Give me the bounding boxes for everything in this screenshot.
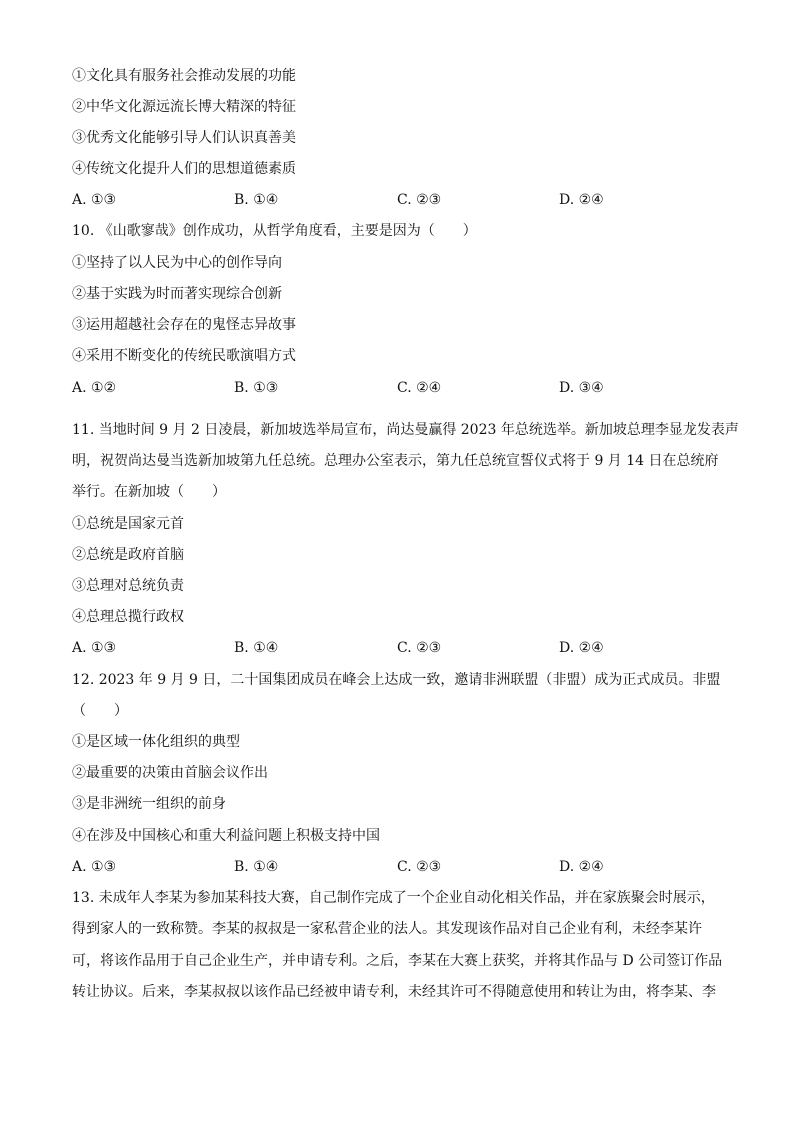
q9-item-2: ②中华文化源远流长博大精深的特征: [72, 99, 296, 115]
q9-option-b: B. ①④: [234, 192, 279, 208]
q10-item-3: ③运用超越社会存在的鬼怪志异故事: [72, 317, 296, 333]
q10-option-c: C. ②④: [397, 380, 442, 396]
q10-option-b: B. ①③: [234, 380, 279, 396]
q10-options: [72, 379, 722, 397]
q10-option-d: D. ③④: [559, 380, 604, 396]
q10-item-2: ②基于实践为时而著实现综合创新: [72, 286, 282, 302]
q9-option-a: A. ①③: [72, 192, 117, 208]
q9-options: [72, 191, 722, 209]
q12-option-d: D. ②④: [559, 859, 604, 875]
q9-option-d: D. ②④: [559, 192, 604, 208]
q13-stem-line-3: 可，将该作品用于自己企业生产，并申请专利。之后，李某在大赛上获奖，并将其作品与 D 公司签订作品: [72, 953, 723, 969]
q11-options: [72, 639, 722, 657]
q12-item-1: ①是区域一体化组织的典型: [72, 734, 240, 750]
q11-stem-line-2: 明，祝贺尚达曼当选新加坡第九任总统。总理办公室表示，第九任总统宣誓仪式将于 9 月 14 日在总统府: [72, 453, 719, 469]
q12-item-3: ③是非洲统一组织的前身: [72, 796, 226, 812]
q10-item-4: ④采用不断变化的传统民歌演唱方式: [72, 348, 296, 364]
q9-item-3: ③优秀文化能够引导人们认识真善美: [72, 130, 296, 146]
q11-item-1: ①总统是国家元首: [72, 516, 184, 532]
q12-stem-line-2: （ ）: [72, 703, 128, 719]
q11-option-b: B. ①④: [234, 640, 279, 656]
q13-stem-line-4: 转让协议。后来，李某叔叔以该作品已经被申请专利，未经其许可不得随意使用和转让为由，将李某、李: [72, 984, 716, 1000]
q13-stem-line-2: 得到家人的一致称赞。李某的叔叔是一家私营企业的法人。其发现该作品对自己企业有利，未经李某许: [72, 921, 702, 937]
q11-option-a: A. ①③: [72, 640, 117, 656]
q11-option-d: D. ②④: [559, 640, 604, 656]
q10-stem: 10. 《山歌寥哉》创作成功，从哲学角度看，主要是因为（ ）: [72, 223, 477, 239]
q10-item-1: ①坚持了以人民为中心的创作导向: [72, 255, 282, 271]
q11-option-c: C. ②③: [397, 640, 442, 656]
q12-stem-line-1: 12. 2023 年 9 月 9 日，二十国集团成员在峰会上达成一致，邀请非洲联盟（非盟）成为正式成员。非盟: [72, 672, 721, 688]
q11-item-2: ②总统是政府首脑: [72, 547, 184, 563]
q12-option-a: A. ①③: [72, 859, 117, 875]
q9-item-4: ④传统文化提升人们的思想道德素质: [72, 161, 296, 177]
q13-stem-line-1: 13. 未成年人李某为参加某科技大赛，自己制作完成了一个企业自动化相关作品，并在家族聚会时展示，: [72, 890, 715, 906]
q9-item-1: ①文化具有服务社会推动发展的功能: [72, 68, 296, 84]
q11-stem-line-3: 举行。在新加坡（ ）: [72, 484, 226, 500]
q12-option-c: C. ②③: [397, 859, 442, 875]
q12-option-b: B. ①④: [234, 859, 279, 875]
q12-item-2: ②最重要的决策由首脑会议作出: [72, 765, 268, 781]
q11-item-4: ④总理总揽行政权: [72, 609, 184, 625]
q12-item-4: ④在涉及中国核心和重大利益问题上积极支持中国: [72, 828, 380, 844]
q10-option-a: A. ①②: [72, 380, 117, 396]
q11-stem-line-1: 11. 当地时间 9 月 2 日凌晨，新加坡选举局宣布，尚达曼赢得 2023 年总统选举。新加坡总理李显龙发表声: [72, 422, 739, 438]
q9-option-c: C. ②③: [397, 192, 442, 208]
q11-item-3: ③总理对总统负责: [72, 578, 184, 594]
q12-options: [72, 858, 722, 876]
